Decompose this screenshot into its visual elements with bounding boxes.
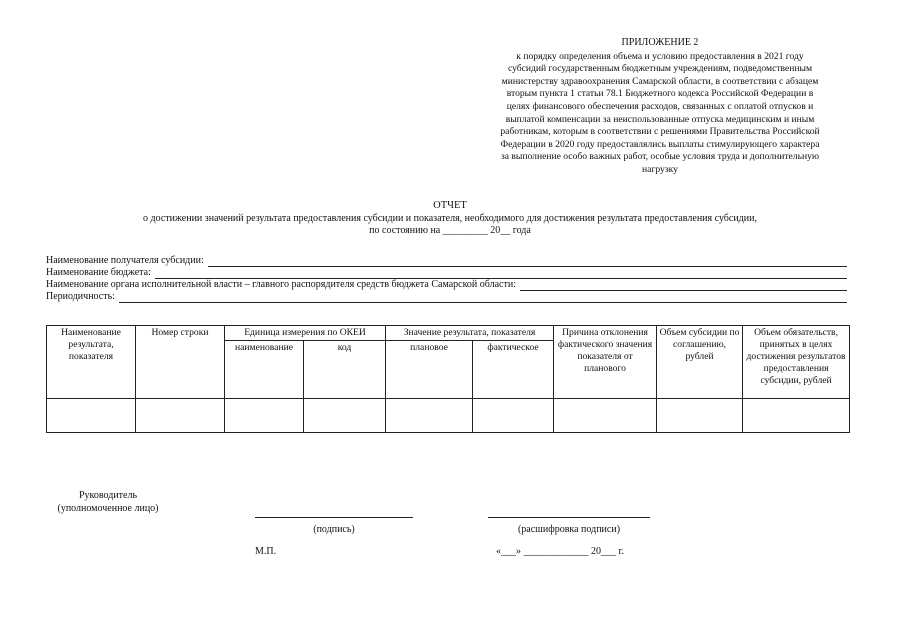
field-label: Периодичность: bbox=[46, 291, 115, 302]
header-obligations: Объем обязательств, принятых в целях достижения результатов предоставления субсидии, рублей bbox=[743, 326, 850, 399]
appendix-line: нагрузку bbox=[642, 163, 678, 175]
appendix-line: целях финансового обеспечения расходов, связанных с оплатой отпусков и bbox=[506, 100, 814, 112]
table-cell[interactable] bbox=[304, 399, 386, 433]
table-cell[interactable] bbox=[743, 399, 850, 433]
decode-caption: (расшифровка подписи) bbox=[517, 524, 621, 535]
head-sublabel: (уполномоченное лицо) bbox=[57, 502, 159, 514]
report-date-line: по состоянию на _________ 20__ года bbox=[369, 225, 531, 236]
field-label: Наименование органа исполнительной власти – главного распорядителя средств бюджета Самарской области: bbox=[46, 279, 516, 290]
field-periodicity[interactable] bbox=[46, 291, 847, 303]
report-title: ОТЧЕТ bbox=[433, 200, 467, 211]
signature-caption: (подпись) bbox=[313, 524, 355, 535]
field-label: Наименование бюджета: bbox=[46, 267, 151, 278]
header-unit-name: наименование bbox=[225, 341, 304, 399]
stamp-label: М.П. bbox=[255, 546, 277, 557]
appendix-line: вторым пункта 1 статьи 78.1 Бюджетного кодекса Российской Федерации в bbox=[506, 88, 814, 100]
field-line[interactable] bbox=[520, 281, 847, 291]
table-cell[interactable] bbox=[554, 399, 657, 433]
table-cell[interactable] bbox=[136, 399, 225, 433]
decode-line[interactable] bbox=[488, 517, 650, 518]
appendix-line: Федерации в 2020 году предоставлялись выплаты стимулирующего характера bbox=[500, 138, 820, 150]
appendix-line: выплатой компенсации за неиспользованные отпуска медицинским и иным bbox=[505, 113, 815, 125]
header-unit-code: код bbox=[304, 341, 386, 399]
field-authority[interactable] bbox=[46, 279, 847, 291]
header-value: Значение результата, показателя bbox=[386, 326, 554, 341]
table-cell[interactable] bbox=[47, 399, 136, 433]
header-unit: Единица измерения по ОКЕИ bbox=[225, 326, 386, 341]
appendix-line: за выполнение особо важных работ, особые условия труда и дополнительную bbox=[500, 151, 820, 163]
report-heading bbox=[60, 200, 840, 238]
field-label: Наименование получателя субсидии: bbox=[46, 255, 204, 266]
header-subsidy: Объем субсидии по соглашению, рублей bbox=[657, 326, 743, 399]
header-value-plan: плановое bbox=[386, 341, 473, 399]
signature-line[interactable] bbox=[255, 517, 413, 518]
table-cell[interactable] bbox=[225, 399, 304, 433]
head-label: Руководитель bbox=[78, 490, 138, 501]
appendix-line: к порядку определения объема и условию предоставления в 2021 году bbox=[516, 50, 804, 62]
report-table bbox=[46, 325, 850, 433]
appendix-title: ПРИЛОЖЕНИЕ 2 bbox=[621, 37, 699, 48]
table-cell[interactable] bbox=[657, 399, 743, 433]
table-cell[interactable] bbox=[386, 399, 473, 433]
field-line[interactable] bbox=[155, 269, 847, 279]
appendix-block bbox=[470, 37, 850, 177]
field-line[interactable] bbox=[119, 293, 847, 303]
header-result-name: Наименование результата, показателя bbox=[47, 326, 136, 399]
header-reason: Причина отклонения фактического значения показателя от планового bbox=[554, 326, 657, 399]
header-row-number: Номер строки bbox=[136, 326, 225, 399]
appendix-line: работникам, которым в соответствии с решениями Правительства Российской bbox=[500, 126, 820, 138]
head-label-block bbox=[48, 490, 168, 515]
field-budget[interactable] bbox=[46, 267, 847, 279]
appendix-line: министерству здравоохранения Самарской области, в соответствии с абзацем bbox=[501, 75, 819, 87]
table-row bbox=[47, 399, 850, 433]
signature-date: «___» _____________ 20___ г. bbox=[496, 546, 624, 557]
field-line[interactable] bbox=[208, 257, 847, 267]
table-cell[interactable] bbox=[473, 399, 554, 433]
appendix-line: субсидий государственным бюджетным учреждениям, подведомственным bbox=[507, 63, 813, 75]
field-recipient[interactable] bbox=[46, 255, 847, 267]
header-value-fact: фактическое bbox=[473, 341, 554, 399]
report-subtitle: о достижении значений результата предоставления субсидии и показателя, необходимого для достижения результата предоставления субсидии, bbox=[143, 212, 757, 224]
